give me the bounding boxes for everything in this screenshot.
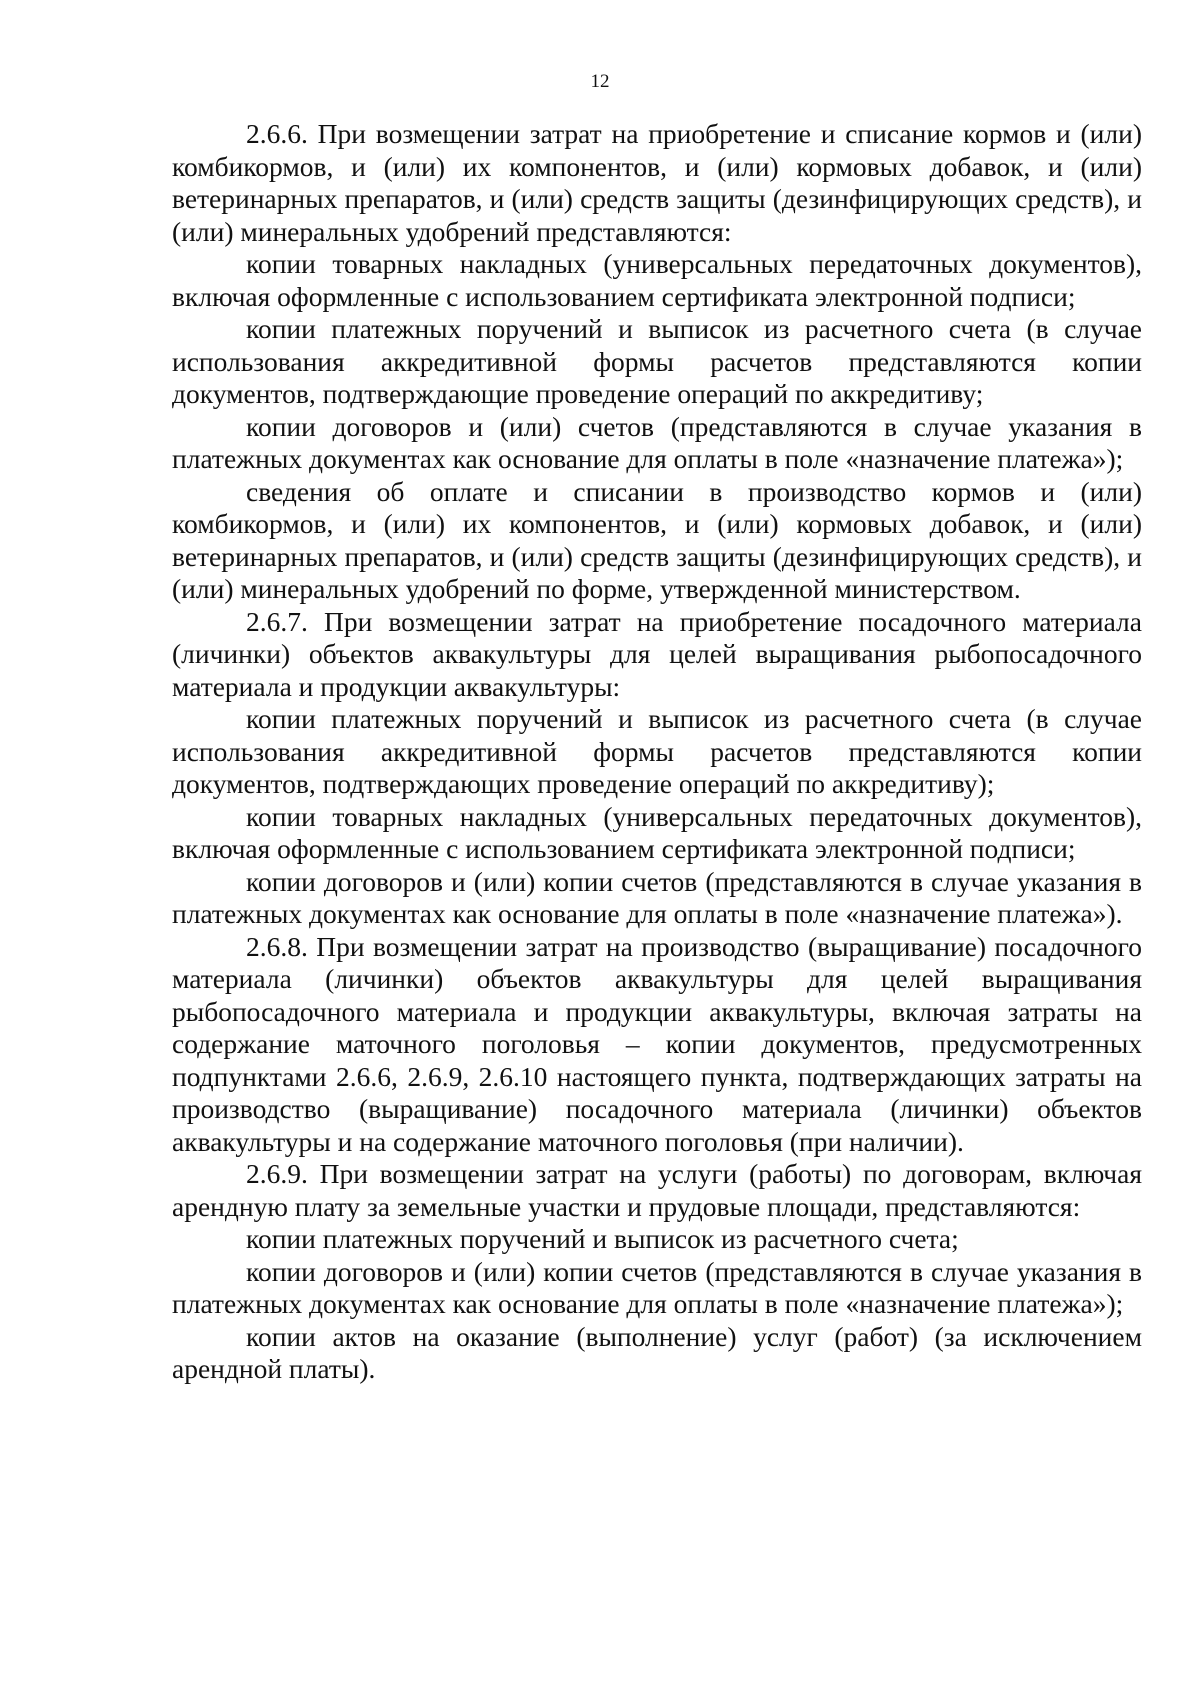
paragraph-item: копии товарных накладных (универсальных передаточных документов), включая оформленные с использованием сертификата электронной подписи; [172, 248, 1142, 312]
paragraph-item: копии актов на оказание (выполнение) услуг (работ) (за исключением арендной платы). [172, 1320, 1142, 1384]
paragraph-2-6-9: 2.6.9. При возмещении затрат на услуги (работы) по договорам, включая арендную плату за земельные участки и прудовые площади, представляются: [172, 1158, 1142, 1222]
paragraph-2-6-8: 2.6.8. При возмещении затрат на производство (выращивание) посадочного материала (личинки) объектов аквакультуры для целей выращивания рыбопосадочного материала и продукции аквакультуры, включая затраты на содержание маточного поголовья – копии документов, предусмотренных подпунктами 2.6.6, 2.6.9, 2.6.10 настоящего пункта, подтверждающих затраты на производство (выращивание) посадочного материала (личинки) объектов аквакультуры и на содержание маточного поголовья (при наличии). [172, 930, 1142, 1157]
paragraph-item: копии договоров и (или) копии счетов (представляются в случае указания в платежных документах как основание для оплаты в поле «назначение платежа»); [172, 1255, 1142, 1319]
paragraph-item: копии договоров и (или) счетов (представляются в случае указания в платежных документах как основание для оплаты в поле «назначение платежа»); [172, 410, 1142, 474]
paragraph-item: копии договоров и (или) копии счетов (представляются в случае указания в платежных документах как основание для оплаты в поле «назначение платежа»). [172, 865, 1142, 929]
paragraph-item: копии платежных поручений и выписок из расчетного счета; [246, 1223, 959, 1254]
paragraph-2-6-7: 2.6.7. При возмещении затрат на приобретение посадочного материала (личинки) объектов аквакультуры для целей выращивания рыбопосадочного материала и продукции аквакультуры: [172, 605, 1142, 702]
paragraph-item: копии платежных поручений и выписок из расчетного счета (в случае использования аккредитивной формы расчетов представляются копии документов, подтверждающих проведение операций по аккредитиву); [172, 703, 1142, 799]
page-number: 12 [590, 71, 610, 92]
paragraph-2-6-6: 2.6.6. При возмещении затрат на приобретение и списание кормов и (или) комбикормов, и (или) их компонентов, и (или) кормовых добавок, и (или) ветеринарных препаратов, и (или) средств защиты (дезинфицирующих средств), и (или) минеральных удобрений представляются: [172, 118, 1142, 247]
paragraph-item: сведения об оплате и списании в производство кормов и (или) комбикормов, и (или) их компонентов, и (или) кормовых добавок, и (или) ветеринарных препаратов, и (или) средств защиты (дезинфицирующих средств), и (или) минеральных удобрений по форме, утвержденной министерством. [172, 475, 1142, 604]
paragraph-item: копии платежных поручений и выписок из расчетного счета (в случае использования аккредитивной формы расчетов представляются копии документов, подтверждающие проведение операций по аккредитиву; [172, 313, 1142, 409]
document-body [172, 118, 1142, 1386]
paragraph-item: копии товарных накладных (универсальных передаточных документов), включая оформленные с использованием сертификата электронной подписи; [172, 800, 1142, 864]
